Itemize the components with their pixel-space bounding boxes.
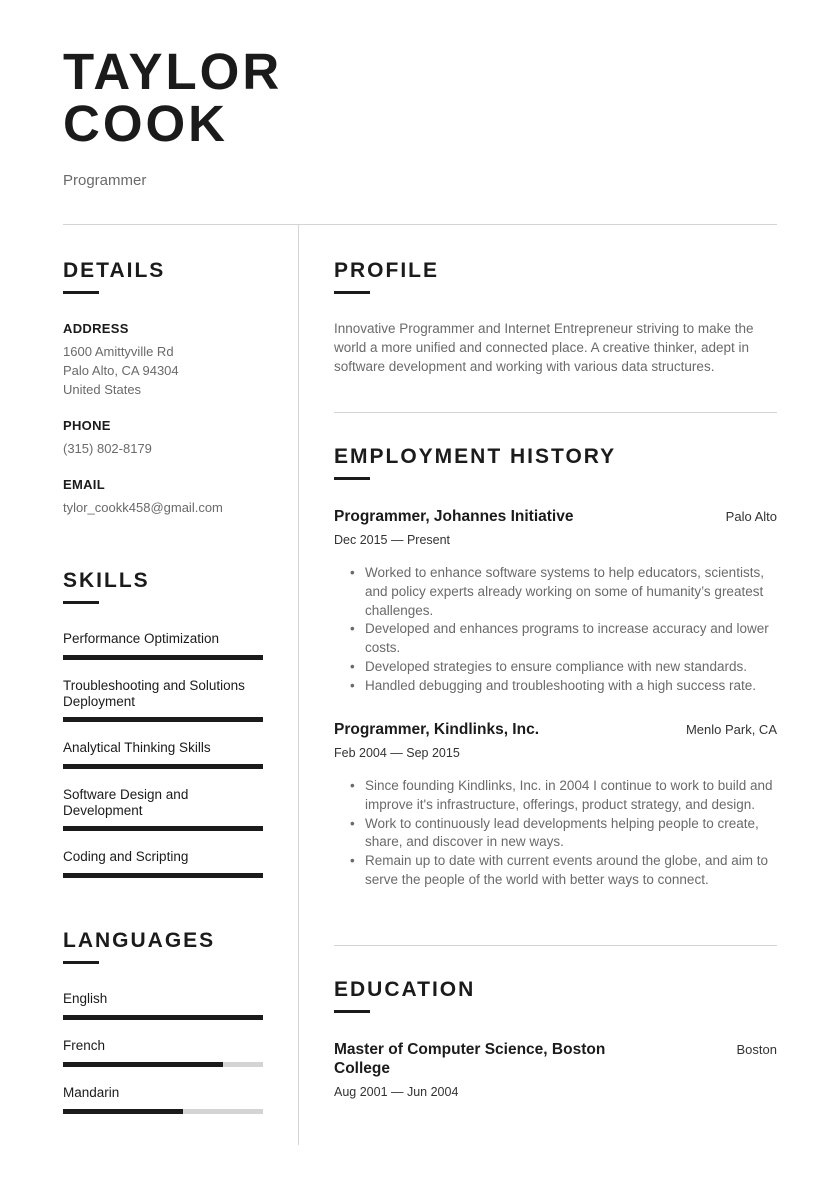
language-level-bar bbox=[63, 1109, 263, 1114]
language-name: Mandarin bbox=[63, 1085, 120, 1100]
skill-level-fill bbox=[63, 717, 263, 722]
last-name: COOK bbox=[63, 95, 228, 152]
education-location: Boston bbox=[736, 1042, 777, 1057]
education-accent bbox=[334, 1010, 370, 1013]
skill-level-bar bbox=[63, 717, 263, 722]
header-divider bbox=[63, 224, 777, 225]
profile-accent bbox=[334, 291, 370, 294]
bullet-dot: • bbox=[350, 815, 355, 831]
language-level-fill bbox=[63, 1062, 223, 1067]
job-bullets-kindlinks bbox=[334, 777, 780, 890]
bullet-text: Developed and enhances programs to increase accuracy and lower costs. bbox=[365, 621, 769, 656]
job-bullets-johannes bbox=[334, 564, 780, 696]
phone-value: (315) 802-8179 bbox=[63, 441, 152, 456]
job-title-johannes: Programmer, Johannes Initiative bbox=[334, 508, 574, 525]
first-name: TAYLOR bbox=[63, 43, 283, 100]
list-item bbox=[334, 777, 780, 815]
employment-accent bbox=[334, 477, 370, 480]
profile-divider bbox=[334, 412, 777, 413]
job-location-johannes: Palo Alto bbox=[725, 509, 777, 524]
details-accent bbox=[63, 291, 99, 294]
details-title: DETAILS bbox=[63, 259, 166, 282]
bullet-dot: • bbox=[350, 778, 355, 793]
skill-level-fill bbox=[63, 764, 263, 769]
skill-level-bar bbox=[63, 655, 263, 660]
job-dates-kindlinks: Feb 2004 — Sep 2015 bbox=[334, 746, 460, 760]
education-title: EDUCATION bbox=[334, 978, 476, 1001]
bullet-text: Remain up to date with current events around the globe, and aim to serve the people of the world with better ways to connect. bbox=[365, 853, 768, 887]
email-value: tylor_cookk458@gmail.com bbox=[63, 500, 223, 515]
bullet-dot: • bbox=[350, 677, 355, 693]
language-level-fill bbox=[63, 1015, 263, 1020]
skill-name: Troubleshooting and Solutions Deployment bbox=[63, 678, 245, 709]
address-line-3: United States bbox=[63, 382, 142, 397]
skill-name: Coding and Scripting bbox=[63, 849, 189, 864]
degree-title: Master of Computer Science, Boston College bbox=[334, 1041, 606, 1077]
bullet-text: Since founding Kindlinks, Inc. in 2004 I continue to work to build and improve it's infrastructure, offerings, product strategy, and design. bbox=[365, 778, 773, 812]
skill-name: Analytical Thinking Skills bbox=[63, 740, 211, 755]
column-divider bbox=[298, 225, 299, 1145]
bullet-dot: • bbox=[350, 621, 355, 637]
job-title-kindlinks: Programmer, Kindlinks, Inc. bbox=[334, 721, 540, 738]
skill-level-fill bbox=[63, 873, 263, 878]
list-item bbox=[334, 658, 780, 677]
job-location-kindlinks: Menlo Park, CA bbox=[685, 722, 777, 737]
skill-level-bar bbox=[63, 873, 263, 878]
skill-level-fill bbox=[63, 826, 263, 831]
skill-level-fill bbox=[63, 655, 263, 660]
list-item bbox=[334, 677, 780, 696]
address-line-2: Palo Alto, CA 94304 bbox=[63, 363, 179, 378]
bullet-dot: • bbox=[350, 853, 355, 869]
bullet-text: Worked to enhance software systems to help educators, scientists, and policy experts already working on some of humanity’s greatest challenges. bbox=[365, 565, 764, 618]
list-item bbox=[334, 564, 780, 620]
bullet-text: Handled debugging and troubleshooting with a high success rate. bbox=[365, 677, 757, 693]
candidate-name bbox=[63, 43, 283, 152]
skill-level-bar bbox=[63, 826, 263, 831]
address-label: ADDRESS bbox=[63, 321, 129, 336]
bullet-text: Developed strategies to ensure compliance with new standards. bbox=[365, 658, 747, 674]
profile-summary: Innovative Programmer and Internet Entrepreneur striving to make the world a more unified and connected place. A creative thinker, adept in software development and working with various data structures. bbox=[334, 321, 754, 374]
employment-title: EMPLOYMENT HISTORY bbox=[334, 445, 617, 468]
bullet-dot: • bbox=[350, 565, 355, 580]
bullet-text: Work to continuously lead developments helping people to create, share, and discover in new ways. bbox=[365, 815, 759, 850]
skill-name: Performance Optimization bbox=[63, 631, 220, 646]
skills-accent bbox=[63, 601, 99, 604]
employment-divider bbox=[334, 945, 777, 946]
languages-accent bbox=[63, 961, 99, 964]
skill-name: Software Design and Development bbox=[63, 787, 189, 818]
languages-title: LANGUAGES bbox=[63, 929, 216, 952]
language-level-bar bbox=[63, 1015, 263, 1020]
list-item bbox=[334, 852, 780, 890]
profile-title: PROFILE bbox=[334, 259, 440, 282]
education-dates: Aug 2001 — Jun 2004 bbox=[334, 1085, 459, 1099]
list-item bbox=[334, 815, 780, 853]
language-level-fill bbox=[63, 1109, 183, 1114]
bullet-dot: • bbox=[350, 658, 355, 674]
language-name: English bbox=[63, 991, 108, 1006]
job-dates-johannes: Dec 2015 — Present bbox=[334, 533, 451, 547]
email-label: EMAIL bbox=[63, 477, 105, 492]
list-item bbox=[334, 620, 780, 658]
skills-title: SKILLS bbox=[63, 569, 150, 592]
job-title: Programmer bbox=[63, 172, 147, 189]
language-name: French bbox=[63, 1038, 106, 1053]
address-line-1: 1600 Amittyville Rd bbox=[63, 344, 174, 359]
phone-label: PHONE bbox=[63, 418, 111, 433]
language-level-bar bbox=[63, 1062, 263, 1067]
skill-level-bar bbox=[63, 764, 263, 769]
